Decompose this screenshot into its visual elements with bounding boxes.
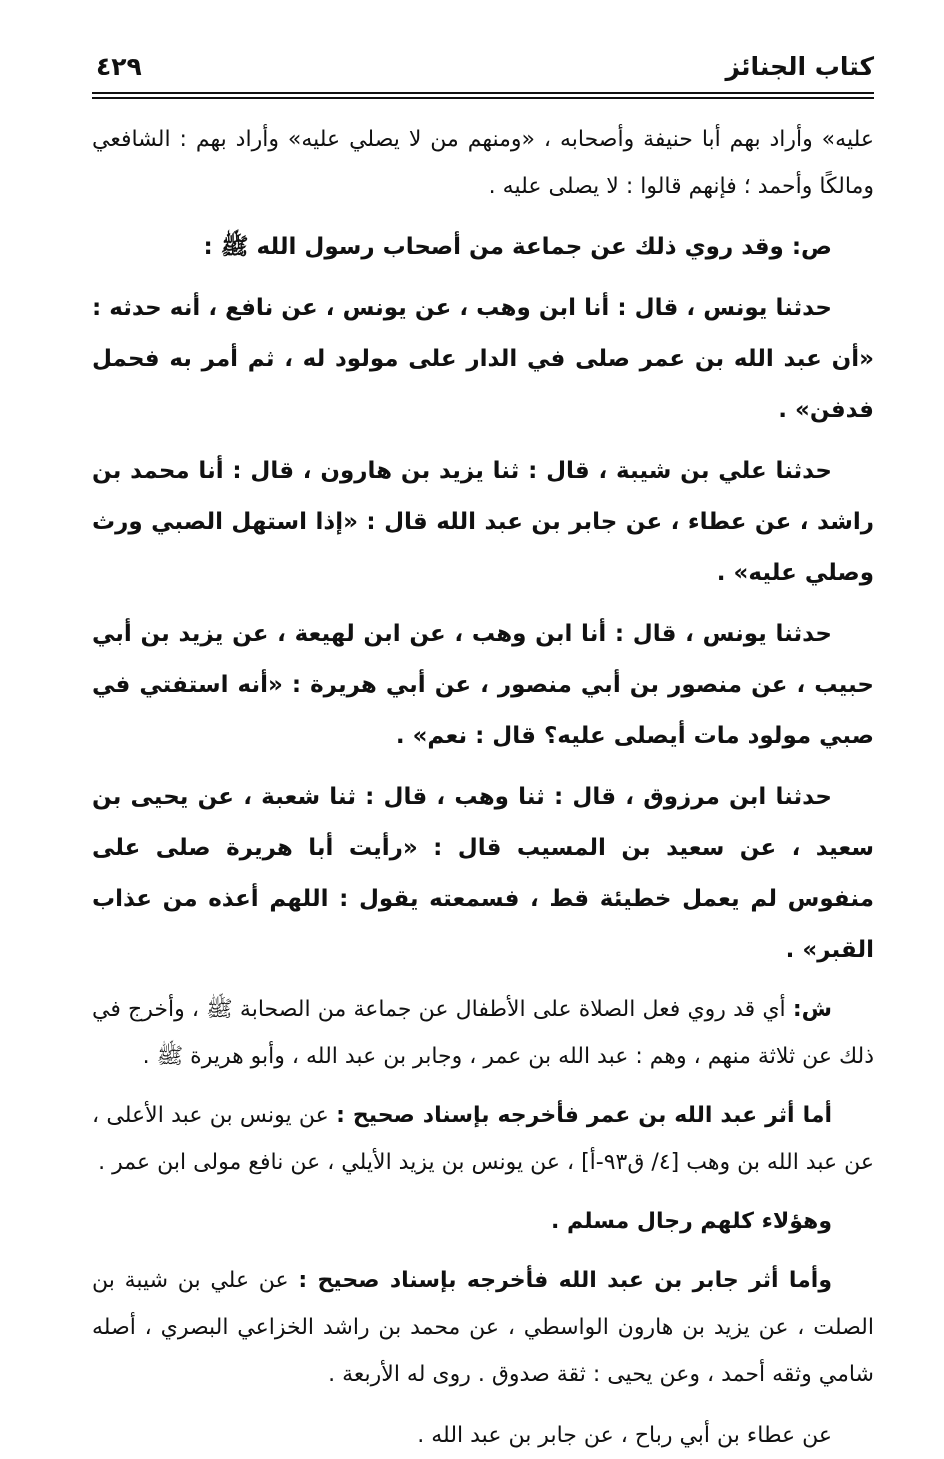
- paragraph-text: حدثنا يونس ، قال : أنا ابن وهب ، عن ابن لهيعة ، عن يزيد بن أبي حبيب ، عن منصور بن أبي منصور ، عن أبي هريرة : «أنه استفتي في صبي مولود مات أيصلى عليه؟ قال : نعم» .: [92, 621, 874, 749]
- paragraph-text: عن يونس بن عبد الأعلى ، عن عبد الله بن وهب [٤/ ق٩٣-أ] ، عن يونس بن يزيد الأيلي ، عن نافع مولى ابن عمر .: [92, 1103, 874, 1175]
- paragraph-lead: ص:: [791, 234, 832, 260]
- running-header: [92, 40, 874, 94]
- paragraph-text: أي قد روي فعل الصلاة على الأطفال عن جماعة من الصحابة ﷺ ، وأخرج في ذلك عن ثلاثة منهم ، وهم : عبد الله بن عمر ، وجابر بن عبد الله ، وأبو هريرة ﷺ .: [92, 997, 874, 1069]
- paragraph-8: [92, 1092, 874, 1186]
- paragraph-text: حدثنا علي بن شيبة ، قال : ثنا يزيد بن هارون ، قال : أنا محمد بن راشد ، عن عطاء ، عن جابر بن عبد الله قال : «إذا استهل الصبي ورث وصلي عليه» .: [92, 458, 874, 586]
- paragraph-lead: وهؤلاء كلهم رجال مسلم .: [550, 1209, 832, 1234]
- paragraph-3: [92, 283, 874, 436]
- paragraph-5: [92, 609, 874, 762]
- chapter-title: كتاب الجنائز: [725, 52, 874, 81]
- body-text: [92, 116, 874, 1459]
- paragraph-lead: أما أثر عبد الله بن عمر فأخرجه بإسناد صحيح :: [336, 1103, 832, 1128]
- paragraph-text: حدثنا يونس ، قال : أنا ابن وهب ، عن يونس ، عن نافع ، أنه حدثه : «أن عبد الله بن عمر صلى في الدار على مولود له ، ثم أمر به فحمل فدفن» .: [92, 295, 874, 423]
- paragraph-text: عن علي بن شيبة بن الصلت ، عن يزيد بن هارون الواسطي ، عن محمد بن راشد الخزاعي البصري ، أصله شامي وثقه أحمد ، وعن يحيى : ثقة صدوق . روى له الأربعة .: [92, 1268, 874, 1387]
- paragraph-6: [92, 772, 874, 976]
- paragraph-2: [92, 222, 874, 273]
- paragraph-text: حدثنا ابن مرزوق ، قال : ثنا وهب ، قال : ثنا شعبة ، عن يحيى بن سعيد ، عن سعيد بن المسيب قال : «رأيت أبا هريرة صلى على منفوس لم يعمل خطيئة قط ، فسمعته يقول : اللهم أعذه من عذاب القبر» .: [92, 784, 874, 963]
- paragraph-7: [92, 986, 874, 1080]
- paragraph-4: [92, 446, 874, 599]
- page-number: ٤٢٩: [96, 52, 142, 81]
- paragraph-text: عليه» وأراد بهم أبا حنيفة وأصحابه ، «ومنهم من لا يصلي عليه» وأراد بهم : الشافعي ومالكًا وأحمد ؛ فإنهم قالوا : لا يصلى عليه .: [92, 127, 874, 199]
- paragraph-text: عن عطاء بن أبي رباح ، عن جابر بن عبد الله .: [417, 1423, 832, 1448]
- paragraph-1: [92, 116, 874, 210]
- paragraph-lead: وأما أثر جابر بن عبد الله فأخرجه بإسناد صحيح :: [298, 1268, 832, 1293]
- paragraph-9: [92, 1198, 874, 1245]
- paragraph-text: وقد روي ذلك عن جماعة من أصحاب رسول الله ﷺ :: [203, 234, 784, 260]
- page: [92, 40, 874, 1448]
- paragraph-11: [92, 1412, 874, 1459]
- paragraph-lead: ش:: [792, 997, 833, 1022]
